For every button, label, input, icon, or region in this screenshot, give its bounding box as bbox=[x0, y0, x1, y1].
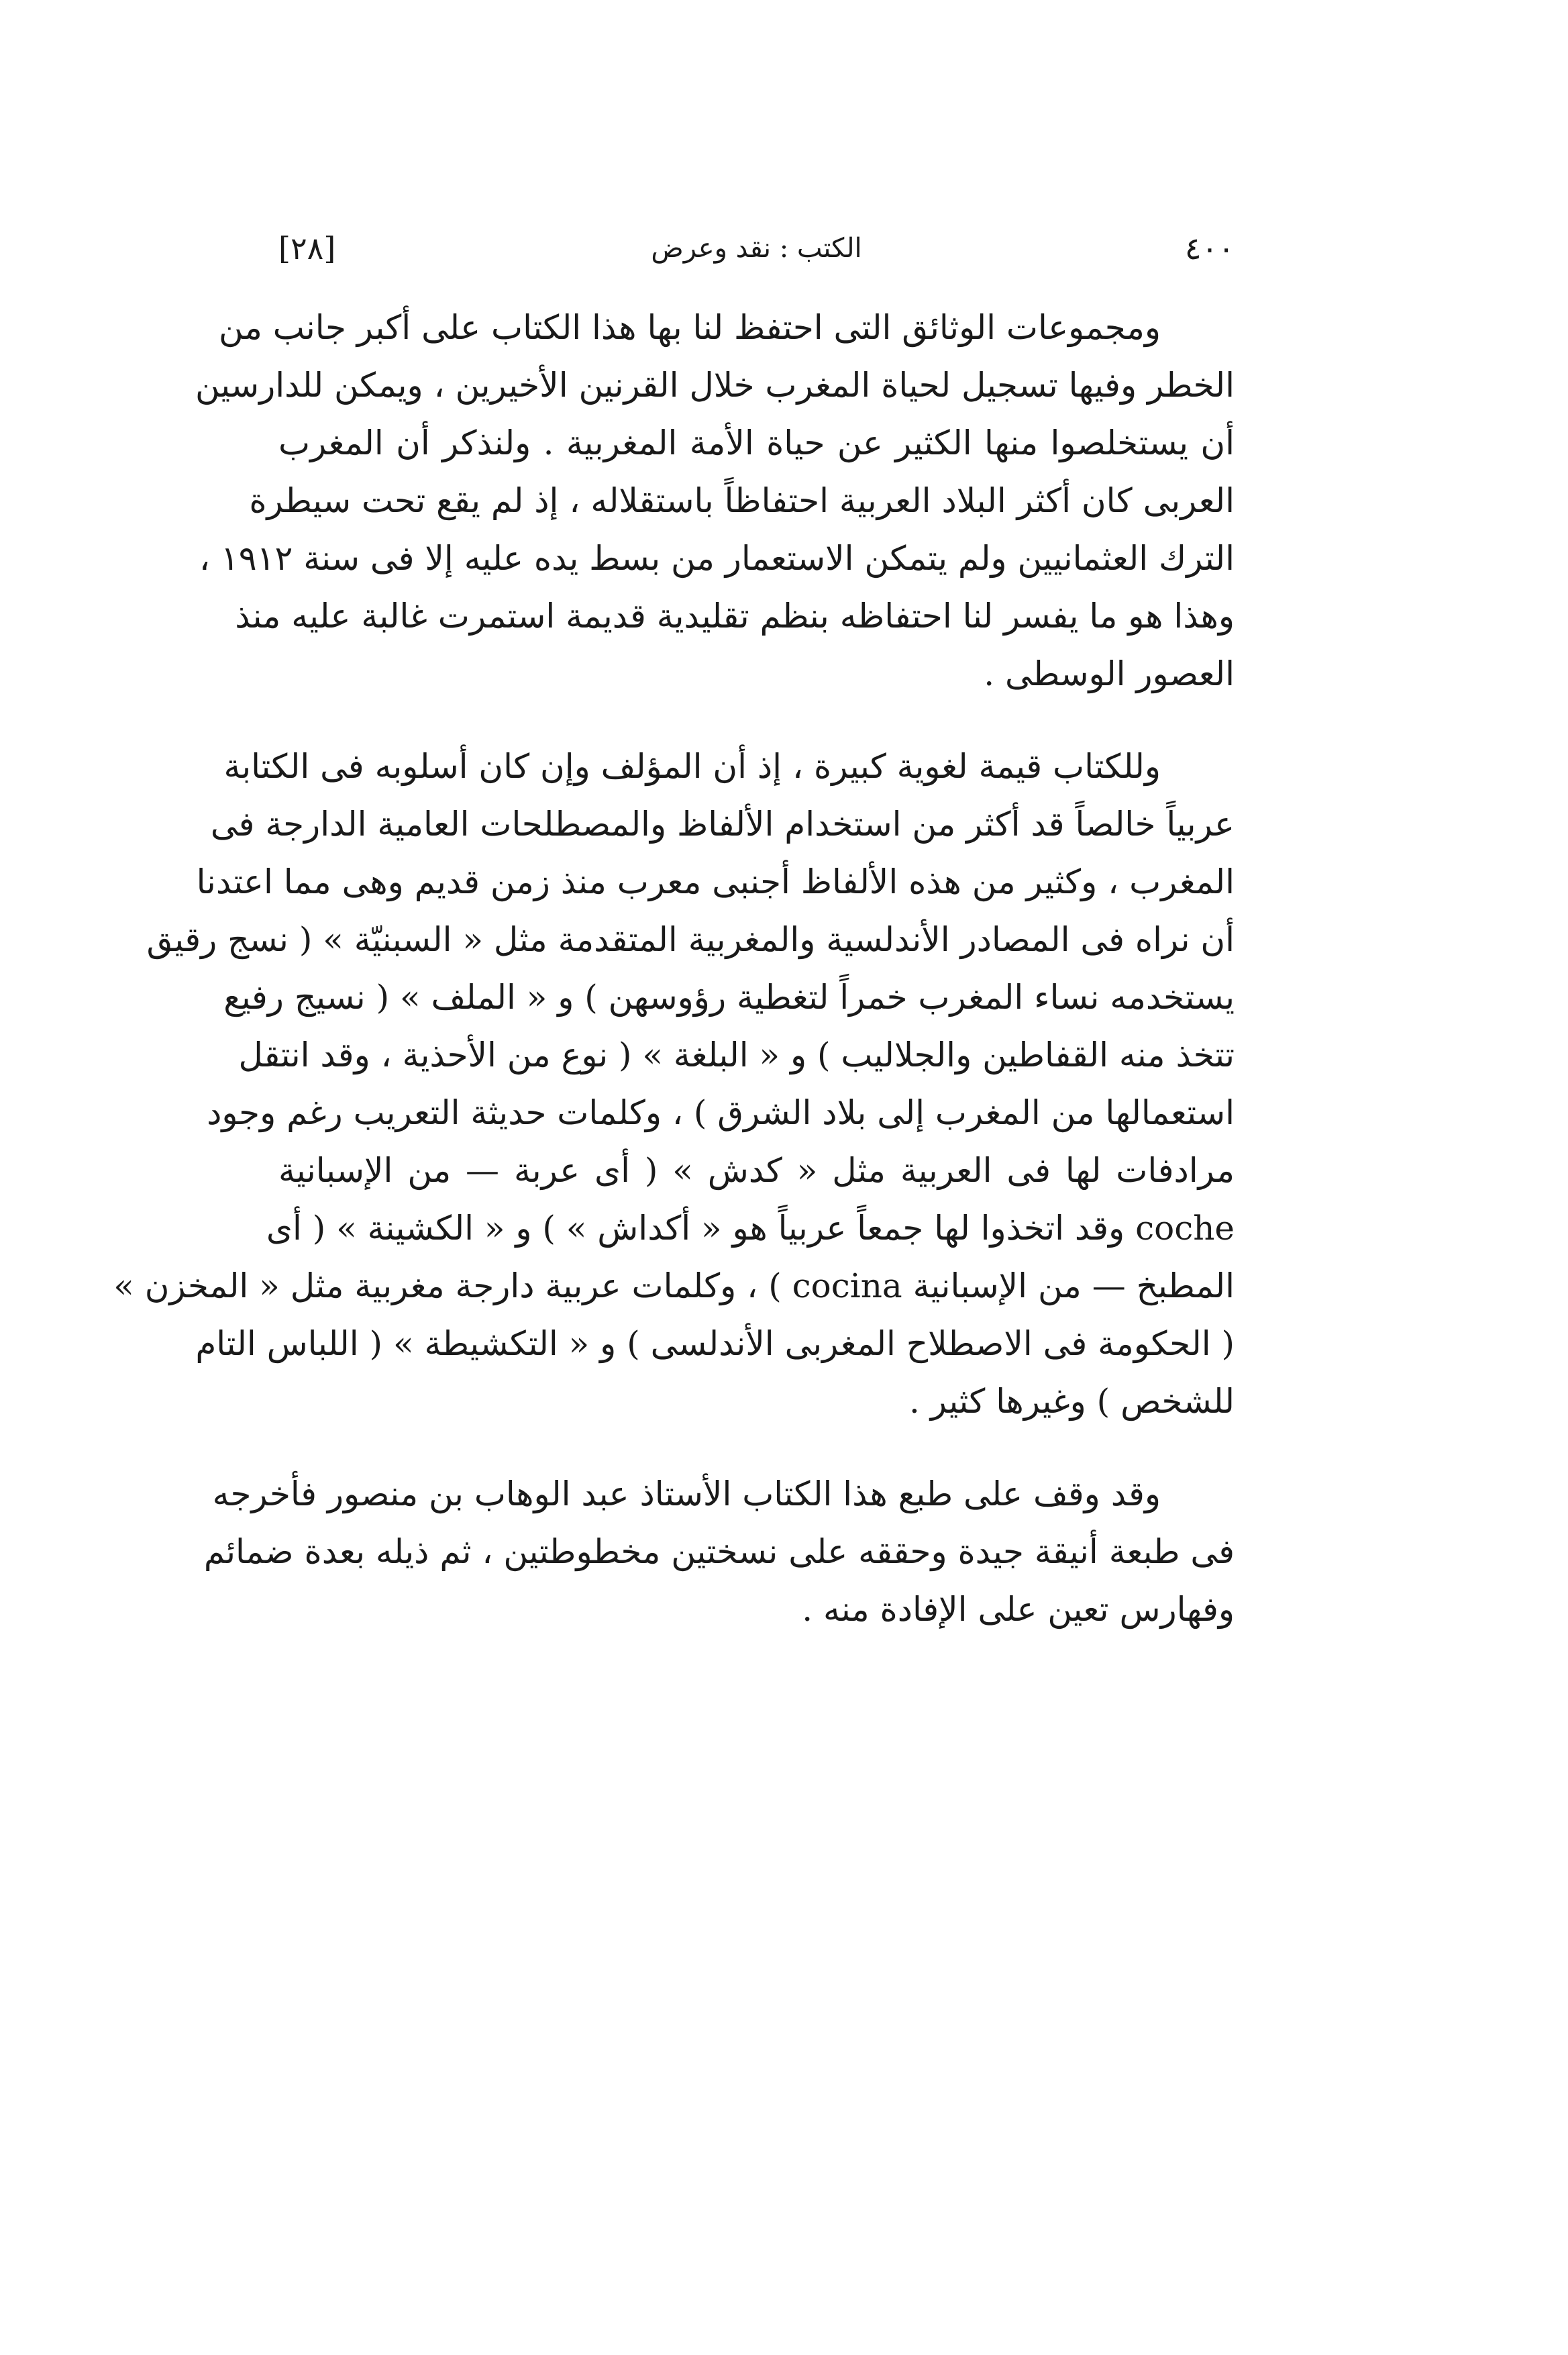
text-line: العربى كان أكثر البلاد العربية احتفاظاً باستقلاله ، إذ لم يقع تحت سيطرة bbox=[249, 481, 1235, 520]
running-title: الكتب : نقد وعرض bbox=[651, 233, 862, 264]
text-line: ( الحكومة فى الاصطلاح المغربى الأندلسى ) و « التكشيطة » ( اللباس التام bbox=[195, 1324, 1235, 1363]
text-line: المغرب ، وكثير من هذه الألفاظ أجنبى معرب منذ زمن قديم وهى مما اعتدنا bbox=[196, 862, 1235, 901]
text-line: تتخذ منه القفاطين والجلاليب ) و « البلغة » ( نوع من الأحذية ، وقد انتقل bbox=[238, 1036, 1235, 1074]
paragraph-1 bbox=[195, 299, 1235, 703]
running-head bbox=[278, 221, 1235, 275]
section-number: [٢٨] bbox=[278, 230, 336, 266]
text-line: وللكتاب قيمة لغوية كبيرة ، إذ أن المؤلف وإن كان أسلوبه فى الكتابة bbox=[223, 747, 1161, 786]
text-line: أن يستخلصوا منها الكثير عن حياة الأمة المغربية . ولنذكر أن المغرب bbox=[278, 423, 1235, 462]
text-line: فى طبعة أنيقة جيدة وحققه على نسختين مخطوطتين ، ثم ذيله بعدة ضمائم bbox=[203, 1532, 1235, 1571]
text-line: استعمالها من المغرب إلى بلاد الشرق ) ، وكلمات حديثة التعريب رغم وجود bbox=[207, 1093, 1235, 1132]
page-number: ٤٠٠ bbox=[1184, 230, 1235, 266]
text-line: يستخدمه نساء المغرب خمراً لتغطية رؤوسهن ) و « الملف » ( نسيج رفيع bbox=[223, 978, 1235, 1017]
text-line: أن نراه فى المصادر الأندلسية والمغربية المتقدمة مثل « السبنيّة » ( نسج رقيق bbox=[146, 920, 1235, 959]
paragraph-2 bbox=[113, 738, 1235, 1430]
text-line: للشخص ) وغيرها كثير . bbox=[908, 1382, 1235, 1421]
text-line: ومجموعات الوثائق التى احتفظ لنا بها هذا الكتاب على أكبر جانب من bbox=[219, 308, 1161, 347]
text-line: وفهارس تعين على الإفادة منه . bbox=[802, 1590, 1235, 1629]
text-line: العصور الوسطى . bbox=[984, 654, 1235, 693]
body-text bbox=[113, 299, 1235, 1638]
text-line: coche وقد اتخذوا لها جمعاً عربياً هو « أكداش » ) و « الكشينة » ( أى bbox=[266, 1209, 1235, 1248]
text-line: وقد وقف على طبع هذا الكتاب الأستاذ عبد الوهاب بن منصور فأخرجه bbox=[212, 1474, 1161, 1513]
text-line: المطبخ — من الإسبانية cocina ) ، وكلمات عربية دارجة مغربية مثل « المخزن » bbox=[113, 1266, 1235, 1305]
paragraph-3 bbox=[203, 1465, 1235, 1638]
text-line: وهذا هو ما يفسر لنا احتفاظه بنظم تقليدية قديمة استمرت غالبة عليه منذ bbox=[235, 597, 1235, 636]
text-line: عربياً خالصاً قد أكثر من استخدام الألفاظ والمصطلحات العامية الدارجة فى bbox=[210, 805, 1235, 844]
text-line: الخطر وفيها تسجيل لحياة المغرب خلال القرنين الأخيرين ، ويمكن للدارسين bbox=[195, 366, 1235, 405]
text-line: الترك العثمانيين ولم يتمكن الاستعمار من بسط يده عليه إلا فى سنة ١٩١٢ ، bbox=[199, 539, 1235, 578]
text-line: مرادفات لها فى العربية مثل « كدش » ( أى عربة — من الإسبانية bbox=[278, 1151, 1235, 1190]
